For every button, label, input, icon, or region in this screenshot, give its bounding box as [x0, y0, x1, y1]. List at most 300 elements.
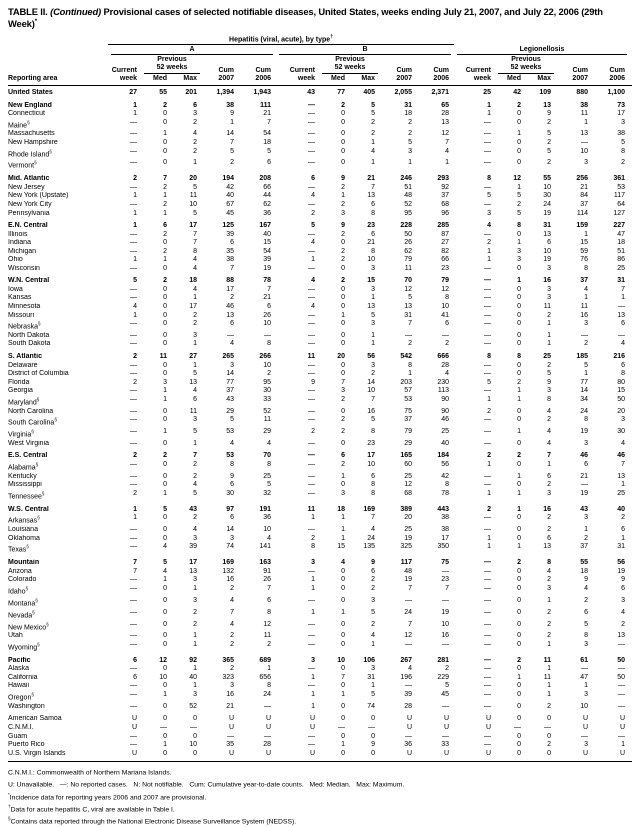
value-cell: 266 — [259, 353, 271, 361]
value-cell: 0 — [163, 285, 167, 293]
value-cell: 228 — [400, 222, 412, 230]
value-cell: 1 — [371, 294, 375, 302]
value-cell: 6 — [230, 320, 234, 328]
value-cell: 3 — [163, 378, 167, 386]
value-cell: — — [308, 481, 315, 489]
reporting-area-cell: Washington — [8, 702, 45, 710]
value-cell: U — [309, 749, 315, 757]
table-row — [8, 231, 632, 240]
table-row — [8, 715, 632, 724]
value-cell: 0 — [517, 632, 521, 640]
reporting-area-cell: Montana§ — [8, 597, 38, 608]
table-row — [8, 222, 632, 231]
value-cell: 26 — [263, 311, 271, 319]
value-cell: 0 — [163, 139, 167, 147]
value-cell: — — [484, 230, 491, 238]
value-cell: 1 — [311, 691, 315, 699]
value-cell: 8 — [311, 543, 315, 551]
value-cell: 0 — [163, 361, 167, 369]
value-cell: 0 — [341, 239, 345, 247]
value-cell: 4 — [371, 632, 375, 640]
value-cell: 1 — [341, 691, 345, 699]
value-cell: 2 — [311, 534, 315, 542]
value-cell: 0 — [193, 732, 197, 740]
value-cell: 0 — [341, 640, 345, 648]
value-cell: 0 — [341, 340, 345, 348]
value-cell: 0 — [163, 147, 167, 155]
value-cell: — — [484, 370, 491, 378]
reporting-area-cell: Utah — [8, 632, 23, 640]
value-cell: 1 — [133, 192, 137, 200]
value-cell: 1 — [341, 534, 345, 542]
value-cell: — — [618, 732, 625, 740]
value-cell: 0 — [341, 620, 345, 628]
value-cell: 0 — [341, 702, 345, 710]
value-cell: 96 — [441, 209, 449, 217]
value-cell: 15 — [580, 239, 588, 247]
value-cell: 111 — [260, 101, 271, 109]
value-cell: 8 — [267, 461, 271, 469]
value-cell: 10 — [189, 741, 197, 749]
value-cell: 132 — [222, 567, 234, 575]
value-cell: 21 — [263, 110, 271, 118]
value-cell: 0 — [517, 230, 521, 238]
value-cell: 7 — [133, 567, 137, 575]
reporting-area-cell: South Carolina§ — [8, 417, 57, 427]
table-row — [8, 110, 632, 119]
value-cell: 0 — [517, 715, 521, 723]
value-cell: 13 — [580, 130, 588, 138]
value-cell: 1 — [547, 320, 551, 328]
value-cell: 0 — [517, 741, 521, 749]
value-cell: 208 — [259, 175, 271, 183]
value-cell: — — [484, 481, 491, 489]
value-cell: 25 — [263, 472, 271, 480]
value-cell: 3 — [193, 534, 197, 542]
value-cell: 1 — [517, 472, 521, 480]
value-cell: 2 — [230, 584, 234, 592]
value-cell: 0 — [341, 481, 345, 489]
value-cell: 1 — [584, 682, 588, 690]
value-cell: 13 — [189, 567, 197, 575]
value-cell: 2 — [547, 576, 551, 584]
value-cell: 0 — [341, 682, 345, 690]
value-cell: 17 — [189, 559, 197, 567]
value-cell: 1 — [133, 505, 137, 513]
value-cell: — — [484, 294, 491, 302]
value-cell: 1 — [547, 596, 551, 604]
value-cell: 43 — [226, 395, 234, 403]
value-cell: — — [442, 596, 449, 604]
value-cell: — — [368, 723, 375, 731]
value-cell: 46 — [580, 452, 588, 460]
value-cell: 9 — [230, 110, 234, 118]
reporting-area-cell: Nebraska§ — [8, 321, 41, 331]
value-cell: 37 — [441, 192, 449, 200]
value-cell: 1 — [193, 682, 197, 690]
value-cell: 1,394 — [216, 88, 234, 96]
value-cell: 9 — [341, 175, 345, 183]
value-cell: 13 — [367, 302, 375, 310]
value-cell: 61 — [580, 656, 588, 664]
table-row — [8, 102, 632, 111]
value-cell: — — [484, 741, 491, 749]
value-cell: 880 — [576, 88, 588, 96]
value-cell: 5 — [193, 428, 197, 436]
value-cell: 19 — [441, 608, 449, 616]
value-cell: 16 — [367, 407, 375, 415]
value-cell: 4 — [311, 239, 315, 247]
value-cell: 2 — [341, 247, 345, 255]
value-cell: — — [484, 584, 491, 592]
value-cell: 35 — [226, 247, 234, 255]
value-cell: — — [308, 640, 315, 648]
value-cell: 31 — [367, 673, 375, 681]
table-row — [8, 353, 632, 362]
value-cell: 12 — [513, 175, 521, 183]
value-cell: 56 — [441, 461, 449, 469]
value-cell: — — [484, 691, 491, 699]
value-cell: 2 — [193, 472, 197, 480]
value-cell: 7 — [133, 559, 137, 567]
title-continued: (Continued) — [50, 6, 102, 17]
value-cell: — — [484, 320, 491, 328]
value-cell: 0 — [341, 407, 345, 415]
value-cell: 9 — [547, 110, 551, 118]
reporting-area-cell: Illinois — [8, 230, 28, 238]
value-cell: 0 — [163, 311, 167, 319]
value-cell: 7 — [408, 584, 412, 592]
value-cell: 8 — [267, 340, 271, 348]
value-cell: 10 — [189, 200, 197, 208]
value-cell: 1 — [517, 543, 521, 551]
value-cell: 20 — [404, 514, 412, 522]
reporting-area-cell: North Dakota — [8, 331, 50, 339]
value-cell: 0 — [371, 732, 375, 740]
value-cell: — — [308, 331, 315, 339]
value-cell: — — [484, 183, 491, 191]
footnote-cnmi: C.N.M.I.: Commonwealth of Northern Mariana Islands. — [8, 769, 172, 777]
value-cell: 125 — [222, 222, 234, 230]
value-cell: 38 — [580, 101, 588, 109]
value-cell: — — [484, 682, 491, 690]
value-cell: 79 — [404, 428, 412, 436]
value-cell: 31 — [404, 311, 412, 319]
value-cell: 1 — [487, 490, 491, 497]
value-cell: 1 — [371, 682, 375, 690]
value-cell: 1 — [517, 673, 521, 681]
reporting-area-cell: Massachusetts — [8, 130, 55, 138]
value-cell: 24 — [263, 691, 271, 699]
value-cell: 2 — [341, 277, 345, 285]
value-cell: 16 — [226, 691, 234, 699]
value-cell: 1 — [311, 256, 315, 264]
value-cell: 0 — [517, 439, 521, 447]
value-cell: — — [308, 632, 315, 640]
value-cell: 3 — [584, 741, 588, 749]
value-cell: 6 — [445, 320, 449, 328]
value-cell: 6 — [341, 452, 345, 460]
value-cell: 12 — [404, 632, 412, 640]
value-cell: 16 — [441, 632, 449, 640]
value-cell: 76 — [580, 256, 588, 264]
col-header-current-week-a: Current week — [111, 67, 137, 83]
value-cell: 2 — [408, 340, 412, 348]
value-cell: — — [308, 387, 315, 395]
value-cell: 1 — [371, 159, 375, 167]
value-cell: — — [581, 732, 588, 740]
value-cell: 7 — [621, 461, 625, 469]
reporting-area-cell: Louisiana — [8, 526, 38, 534]
value-cell: — — [308, 665, 315, 673]
value-cell: — — [484, 665, 491, 673]
value-cell: — — [130, 428, 137, 436]
value-cell: 4 — [163, 567, 167, 575]
value-cell: 2 — [230, 665, 234, 673]
table-row — [8, 119, 632, 131]
value-cell: U — [309, 723, 315, 731]
value-cell: 10 — [263, 320, 271, 328]
value-cell: 33 — [441, 741, 449, 749]
value-cell: 0 — [163, 596, 167, 604]
value-cell: 47 — [580, 673, 588, 681]
value-cell: 6 — [547, 472, 551, 480]
value-cell: U — [619, 715, 625, 723]
value-cell: — — [130, 665, 137, 673]
value-cell: 0 — [163, 439, 167, 447]
value-cell: 0 — [341, 567, 345, 575]
value-cell: 68 — [404, 490, 412, 497]
value-cell: 1 — [341, 526, 345, 534]
value-cell: 17 — [189, 302, 197, 310]
value-cell: 77 — [580, 378, 588, 386]
reporting-area-cell: Florida — [8, 378, 30, 386]
value-cell: — — [442, 567, 449, 575]
value-cell: 2 — [311, 209, 315, 217]
value-cell: — — [130, 147, 137, 155]
value-cell: 1 — [517, 505, 521, 513]
value-cell: 169 — [363, 505, 375, 513]
value-cell: 0 — [163, 340, 167, 348]
value-cell: 4 — [445, 147, 449, 155]
value-cell: 8 — [621, 147, 625, 155]
value-cell: 1 — [163, 691, 167, 699]
value-cell: 1 — [193, 632, 197, 640]
value-cell: 50 — [617, 656, 625, 664]
value-cell: 9 — [621, 576, 625, 584]
value-cell: — — [484, 559, 491, 567]
value-cell: 39 — [263, 256, 271, 264]
value-cell: 27 — [441, 239, 449, 247]
value-cell: 8 — [371, 209, 375, 217]
value-cell: 3 — [547, 294, 551, 302]
reporting-area-cell: South Dakota — [8, 340, 51, 348]
reporting-area-cell: W.N. Central — [8, 277, 50, 285]
value-cell: 9 — [230, 472, 234, 480]
value-cell: 4 — [267, 534, 271, 542]
value-cell: 10 — [580, 147, 588, 155]
value-cell: 2 — [621, 159, 625, 167]
value-cell: 2 — [517, 101, 521, 109]
reporting-area-cell: Guam — [8, 732, 28, 740]
value-cell: 1 — [517, 183, 521, 191]
value-cell: 10 — [367, 461, 375, 469]
value-cell: — — [484, 620, 491, 628]
reporting-area-cell: Connecticut — [8, 110, 45, 118]
value-cell: 2 — [193, 147, 197, 155]
value-cell: 0 — [517, 665, 521, 673]
value-cell: — — [130, 239, 137, 247]
value-cell: 4 — [371, 526, 375, 534]
table-row — [8, 568, 632, 577]
table-row — [8, 452, 632, 461]
value-cell: 109 — [539, 88, 551, 96]
value-cell: 230 — [437, 378, 449, 386]
reporting-area-cell: Arizona — [8, 567, 32, 575]
value-cell: 20 — [189, 175, 197, 183]
reporting-area-cell: E.N. Central — [8, 222, 48, 230]
value-cell: 3 — [371, 285, 375, 293]
value-cell: U — [582, 715, 588, 723]
value-cell: 4 — [311, 192, 315, 200]
value-cell: — — [264, 702, 271, 710]
value-cell: 11 — [307, 353, 315, 361]
value-cell: 1 — [621, 534, 625, 542]
value-cell: 10 — [367, 256, 375, 264]
value-cell: — — [484, 439, 491, 447]
value-cell: — — [308, 183, 315, 191]
value-cell: U — [406, 749, 412, 757]
value-cell: 1 — [193, 294, 197, 302]
value-cell: 2 — [163, 247, 167, 255]
value-cell: 37 — [580, 277, 588, 285]
value-cell: 0 — [547, 715, 551, 723]
reporting-area-cell: Oklahoma — [8, 534, 40, 542]
value-cell: 14 — [226, 526, 234, 534]
value-cell: 62 — [404, 247, 412, 255]
reporting-area-cell: California — [8, 673, 38, 681]
value-cell: — — [405, 640, 412, 648]
value-cell: 2 — [547, 632, 551, 640]
reporting-area-cell: Michigan — [8, 247, 37, 255]
value-cell: 2 — [547, 608, 551, 616]
value-cell: 2 — [267, 640, 271, 648]
value-cell: 11 — [189, 407, 197, 415]
value-cell: U — [265, 749, 271, 757]
reporting-area-cell: Mississippi — [8, 481, 42, 489]
reporting-area-cell: Rhode Island§ — [8, 148, 52, 158]
table-row — [8, 543, 632, 555]
value-cell: 7 — [163, 175, 167, 183]
value-cell: 38 — [226, 256, 234, 264]
table-row — [8, 490, 632, 502]
value-cell: 66 — [263, 183, 271, 191]
value-cell: 30 — [263, 387, 271, 395]
value-cell: 92 — [189, 656, 197, 664]
value-cell: 0 — [163, 526, 167, 534]
table-row — [8, 597, 632, 609]
value-cell: 2 — [341, 416, 345, 424]
value-cell: 3 — [408, 147, 412, 155]
value-cell: U — [485, 723, 491, 731]
value-cell: 0 — [163, 416, 167, 424]
hepatitis-a-header: A — [111, 46, 273, 55]
value-cell: 4 — [445, 370, 449, 378]
value-cell: 0 — [163, 481, 167, 489]
value-cell: 16 — [543, 277, 551, 285]
value-cell: 24 — [367, 534, 375, 542]
value-cell: 2 — [547, 416, 551, 424]
table-row — [8, 632, 632, 641]
value-cell: 0 — [163, 264, 167, 272]
value-cell: 8 — [621, 370, 625, 378]
value-cell: U — [582, 723, 588, 731]
value-cell: 8 — [517, 222, 521, 230]
value-cell: U — [309, 715, 315, 723]
value-cell: 1 — [133, 110, 137, 118]
value-cell: 1,943 — [253, 88, 271, 96]
value-cell: 3 — [193, 416, 197, 424]
value-cell: 0 — [547, 732, 551, 740]
value-cell: 1 — [408, 159, 412, 167]
value-cell: 3 — [230, 682, 234, 690]
value-cell: 3 — [230, 361, 234, 369]
value-cell: 2 — [517, 378, 521, 386]
value-cell: 5 — [584, 361, 588, 369]
value-cell: 4 — [311, 302, 315, 310]
value-cell: — — [484, 640, 491, 648]
value-cell: 19 — [580, 428, 588, 436]
table-row — [8, 130, 632, 139]
value-cell: 48 — [404, 567, 412, 575]
value-cell: 53 — [226, 428, 234, 436]
table-body — [8, 85, 632, 762]
value-cell: 20 — [617, 407, 625, 415]
value-cell: 52 — [404, 200, 412, 208]
value-cell: 2 — [445, 665, 449, 673]
reporting-area-cell: Indiana — [8, 239, 31, 247]
value-cell: 4 — [193, 526, 197, 534]
value-cell: 23 — [367, 439, 375, 447]
value-cell: 5 — [193, 183, 197, 191]
value-cell: 0 — [193, 715, 197, 723]
value-cell: 2 — [371, 370, 375, 378]
value-cell: 11 — [404, 264, 412, 272]
value-cell: 13 — [543, 543, 551, 551]
value-cell: 2 — [341, 395, 345, 403]
col-header-max-b: Max — [361, 75, 375, 83]
value-cell: 8 — [408, 361, 412, 369]
value-cell: 2 — [547, 620, 551, 628]
value-cell: 38 — [226, 101, 234, 109]
value-cell: 2 — [371, 576, 375, 584]
value-cell: 246 — [400, 175, 412, 183]
value-cell: 5 — [163, 559, 167, 567]
reporting-area-cell: New Hampshire — [8, 139, 58, 147]
value-cell: — — [308, 732, 315, 740]
value-cell: 4 — [133, 302, 137, 310]
value-cell: 6 — [621, 526, 625, 534]
value-cell: 3 — [584, 320, 588, 328]
value-cell: 1 — [163, 387, 167, 395]
value-cell: 159 — [576, 222, 588, 230]
value-cell: 35 — [226, 741, 234, 749]
value-cell: 1 — [371, 331, 375, 339]
value-cell: 45 — [226, 209, 234, 217]
value-cell: 0 — [517, 139, 521, 147]
table-row — [8, 473, 632, 482]
value-cell: 91 — [263, 567, 271, 575]
